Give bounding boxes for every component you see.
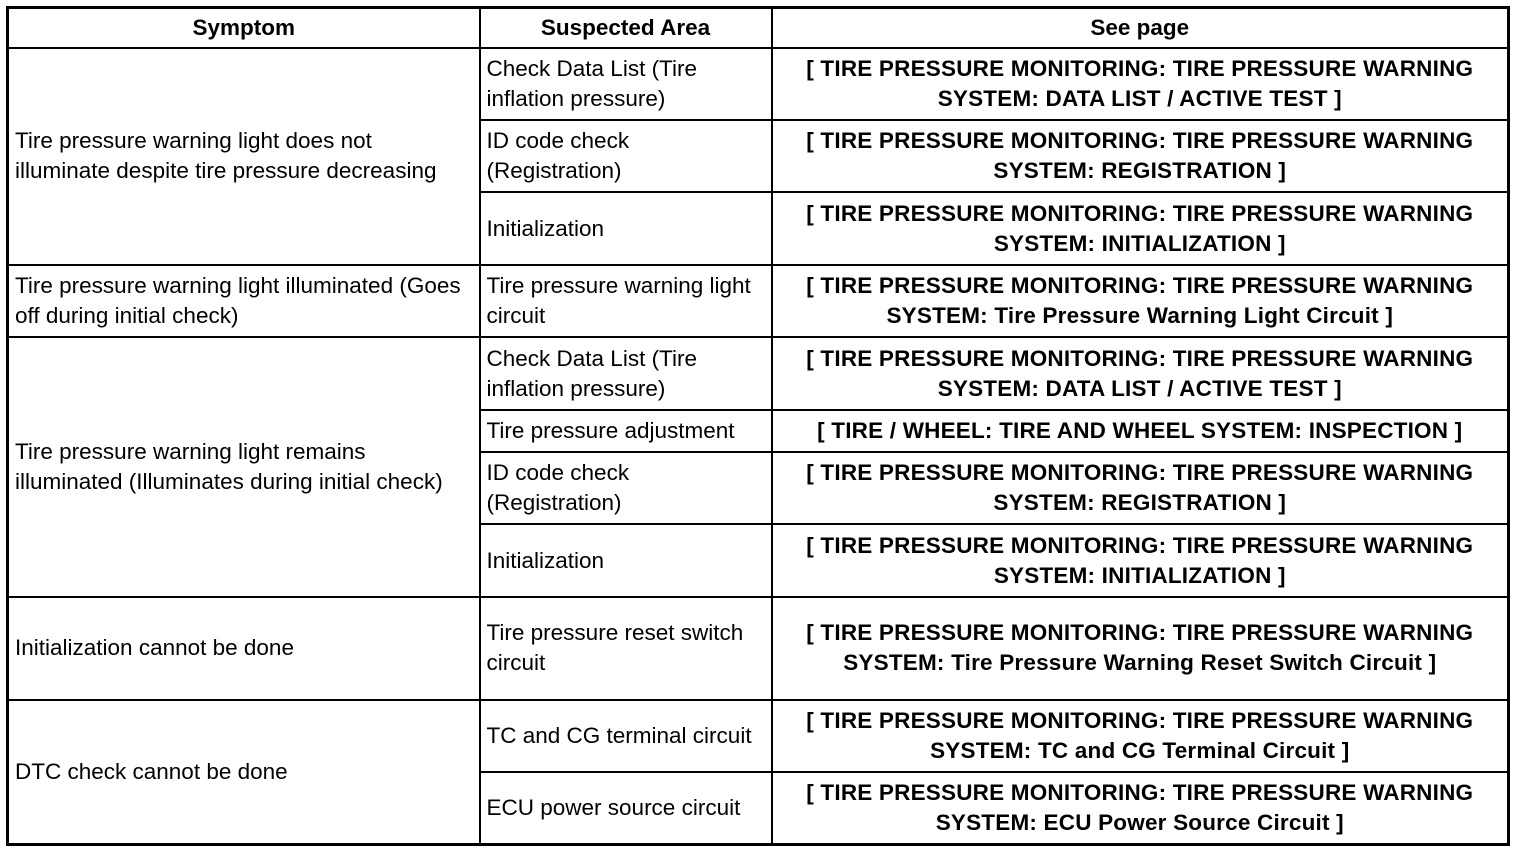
suspected-area-cell: TC and CG terminal circuit [480,700,772,772]
suspected-area-cell: ECU power source circuit [480,772,772,844]
see-page-link[interactable]: [ TIRE PRESSURE MONITORING: TIRE PRESSURE WARNING SYSTEM: DATA LIST / ACTIVE TEST ] [772,48,1509,120]
see-page-link[interactable]: [ TIRE PRESSURE MONITORING: TIRE PRESSURE WARNING SYSTEM: ECU Power Source Circuit ] [772,772,1509,844]
suspected-area-cell: Initialization [480,192,772,264]
suspected-area-cell: Check Data List (Tire inflation pressure) [480,48,772,120]
see-page-link[interactable]: [ TIRE PRESSURE MONITORING: TIRE PRESSURE WARNING SYSTEM: Tire Pressure Warning Reset Switch Circuit ] [772,597,1509,700]
suspected-area-cell: Tire pressure adjustment [480,410,772,452]
see-page-link[interactable]: [ TIRE PRESSURE MONITORING: TIRE PRESSURE WARNING SYSTEM: REGISTRATION ] [772,120,1509,192]
table-row [8,337,1509,409]
symptom-cell: Initialization cannot be done [8,597,480,700]
see-page-link[interactable]: [ TIRE PRESSURE MONITORING: TIRE PRESSURE WARNING SYSTEM: REGISTRATION ] [772,452,1509,524]
suspected-area-cell: ID code check (Registration) [480,452,772,524]
symptom-cell: Tire pressure warning light remains illuminated (Illuminates during initial check) [8,337,480,597]
suspected-area-cell: ID code check (Registration) [480,120,772,192]
suspected-area-cell: Check Data List (Tire inflation pressure) [480,337,772,409]
symptom-table [6,6,1510,846]
table-row [8,48,1509,120]
symptom-cell: DTC check cannot be done [8,700,480,845]
symptom-cell: Tire pressure warning light illuminated (Goes off during initial check) [8,265,480,337]
symptom-cell: Tire pressure warning light does not illuminate despite tire pressure decreasing [8,48,480,265]
see-page-link[interactable]: [ TIRE PRESSURE MONITORING: TIRE PRESSURE WARNING SYSTEM: TC and CG Terminal Circuit ] [772,700,1509,772]
table-row [8,700,1509,772]
suspected-area-cell: Initialization [480,524,772,596]
header-symptom: Symptom [8,8,480,48]
see-page-link[interactable]: [ TIRE PRESSURE MONITORING: TIRE PRESSURE WARNING SYSTEM: INITIALIZATION ] [772,192,1509,264]
see-page-link[interactable]: [ TIRE PRESSURE MONITORING: TIRE PRESSURE WARNING SYSTEM: Tire Pressure Warning Light Circuit ] [772,265,1509,337]
header-suspected-area: Suspected Area [480,8,772,48]
see-page-link[interactable]: [ TIRE / WHEEL: TIRE AND WHEEL SYSTEM: INSPECTION ] [772,410,1509,452]
header-see-page: See page [772,8,1509,48]
table-row [8,597,1509,700]
header-row [8,8,1509,48]
suspected-area-cell: Tire pressure warning light circuit [480,265,772,337]
see-page-link[interactable]: [ TIRE PRESSURE MONITORING: TIRE PRESSURE WARNING SYSTEM: DATA LIST / ACTIVE TEST ] [772,337,1509,409]
table-row [8,265,1509,337]
suspected-area-cell: Tire pressure reset switch circuit [480,597,772,700]
see-page-link[interactable]: [ TIRE PRESSURE MONITORING: TIRE PRESSURE WARNING SYSTEM: INITIALIZATION ] [772,524,1509,596]
